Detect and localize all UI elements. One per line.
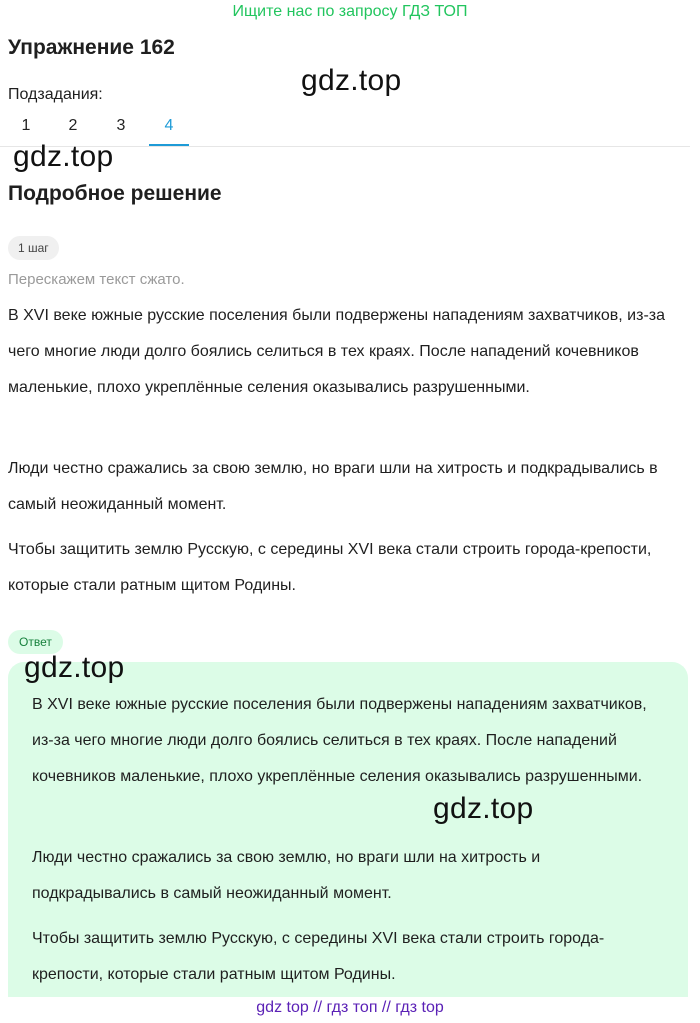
watermark: gdz.top <box>24 651 125 684</box>
answer-paragraph: Чтобы защитить землю Русскую, с середины XVI века стали строить города-крепости, которые стали ратным щитом Родины. <box>32 930 605 983</box>
solution-paragraph: Чтобы защитить землю Русскую, с середины XVI века стали строить города-крепости, которые стали ратным щитом Родины. <box>8 541 652 594</box>
watermark: gdz.top <box>301 64 402 97</box>
answer-badge: Ответ <box>8 630 63 654</box>
tab-subtask-4[interactable]: 4 <box>149 108 189 146</box>
subtasks-label: Подзадания: <box>8 86 103 103</box>
tab-subtask-3[interactable]: 3 <box>116 117 126 134</box>
solution-paragraph: В XVI веке южные русские поселения были подвержены нападениям захватчиков, из-за чего многие люди долго боялись селиться в тех краях. После нападений кочевников маленькие, плохо укреплённые селения оказывались разрушенными. <box>8 307 666 396</box>
footer-links[interactable]: gdz top // гдз топ // гдз top <box>256 999 444 1016</box>
watermark: gdz.top <box>433 792 534 825</box>
solution-hint: Перескажем текст сжато. <box>8 271 185 288</box>
search-hint-banner: Ищите нас по запросу ГДЗ ТОП <box>232 3 468 20</box>
tab-subtask-1[interactable]: 1 <box>21 117 31 134</box>
solution-paragraph: Люди честно сражались за свою землю, но враги шли на хитрость и подкрадывались в самый неожиданный момент. <box>8 460 658 513</box>
solution-title: Подробное решение <box>8 182 222 205</box>
tab-subtask-2[interactable]: 2 <box>68 117 78 134</box>
exercise-title: Упражнение 162 <box>8 36 175 59</box>
answer-paragraph: В XVI веке южные русские поселения были подвержены нападениям захватчиков, из-за чего многие люди долго боялись селиться в тех краях. После нападений кочевников маленькие, плохо укреплённые селения оказывались разрушенными. <box>32 696 647 785</box>
answer-paragraph: Люди честно сражались за свою землю, но враги шли на хитрость и подкрадывались в самый неожиданный момент. <box>32 849 541 902</box>
watermark: gdz.top <box>13 140 114 173</box>
step-badge: 1 шаг <box>8 236 59 260</box>
